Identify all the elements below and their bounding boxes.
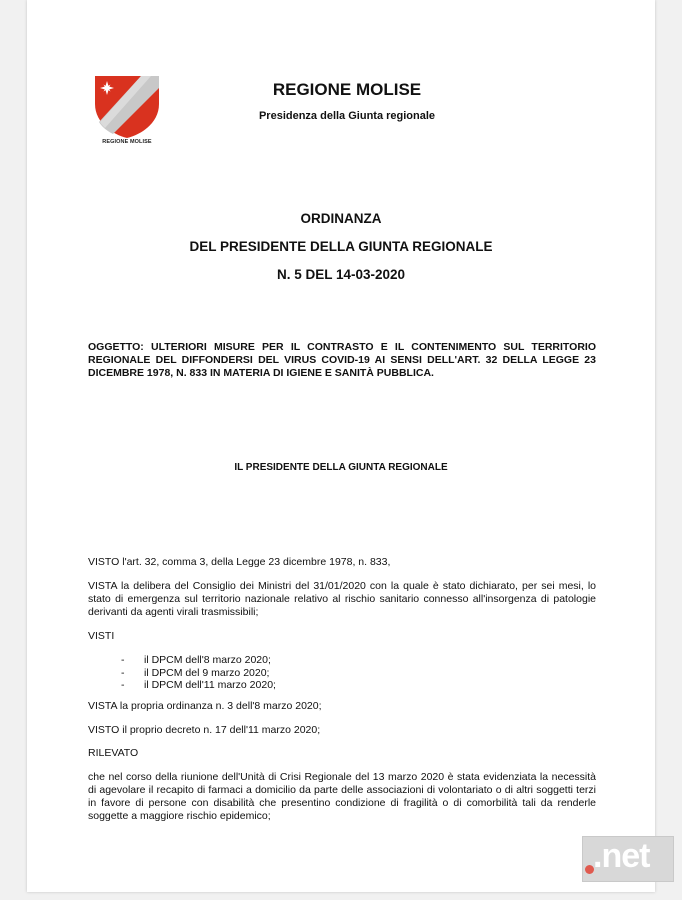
rilevato-text: che nel corso della riunione dell'Unità di Crisi Regionale del 13 marzo 2020 è stata evidenziata la necessità di agevolare il recapito di farmaci a domicilio da parte delle associazioni di volontariato o di altri soggetti terzi in favore di persone con disabilità che presentino condizione di fragilità o di comorbilità tali da renderle soggette a maggiore rischio epidemico; [88, 771, 596, 822]
watermark-text: .net [593, 837, 650, 875]
president-heading: IL PRESIDENTE DELLA GIUNTA REGIONALE [234, 462, 448, 473]
list-item-text: il DPCM del 9 marzo 2020; [144, 666, 270, 679]
document-page [27, 0, 655, 892]
ordinance-number: N. 5 DEL 14-03-2020 [276, 267, 406, 282]
ordinance-issuer: DEL PRESIDENTE DELLA GIUNTA REGIONALE [189, 239, 493, 254]
region-logo [93, 74, 161, 150]
vista-ordinanza: VISTA la propria ordinanza n. 3 dell'8 marzo 2020; [88, 700, 322, 712]
visti-label: VISTI [88, 630, 115, 642]
visto-law: VISTO l'art. 32, comma 3, della Legge 23 dicembre 1978, n. 833, [88, 556, 391, 568]
list-item [121, 679, 276, 692]
rilevato-label: RILEVATO [88, 747, 139, 759]
logo-caption: REGIONE MOLISE [102, 139, 152, 145]
list-dash: - [121, 679, 125, 691]
visto-decreto: VISTO il proprio decreto n. 17 dell'11 marzo 2020; [88, 724, 321, 736]
region-title: REGIONE MOLISE [272, 80, 422, 99]
list-item-text: il DPCM dell'8 marzo 2020; [144, 654, 271, 666]
list-dash: - [121, 666, 125, 679]
shield-icon [93, 74, 161, 140]
subject-paragraph: OGGETTO: ULTERIORI MISURE PER IL CONTRASTO E IL CONTENIMENTO SUL TERRITORIO REGIONALE DEL DIFFONDERSI DEL VIRUS COVID-19 AI SENSI DELL'ART. 32 DELLA LEGGE 23 DICEMBRE 1978, N. 833 IN MATERIA DI IGIENE E SANITÀ PUBBLICA. [88, 341, 596, 379]
list-item [121, 667, 276, 680]
ordinance-title: ORDINANZA [300, 211, 382, 226]
list-item [121, 654, 276, 667]
vista-delibera: VISTA la delibera del Consiglio dei Ministri del 31/01/2020 con la quale è stato dichiarato, per sei mesi, lo stato di emergenza sul territorio nazionale relativo al rischio sanitario connesso all'insorgenza di patologie derivanti da agenti virali trasmissibili; [88, 580, 596, 618]
dpcm-list [121, 654, 276, 692]
list-item-text: il DPCM dell'11 marzo 2020; [144, 679, 276, 691]
region-subtitle: Presidenza della Giunta regionale [258, 110, 436, 122]
list-dash: - [121, 654, 125, 666]
site-watermark [582, 836, 674, 882]
